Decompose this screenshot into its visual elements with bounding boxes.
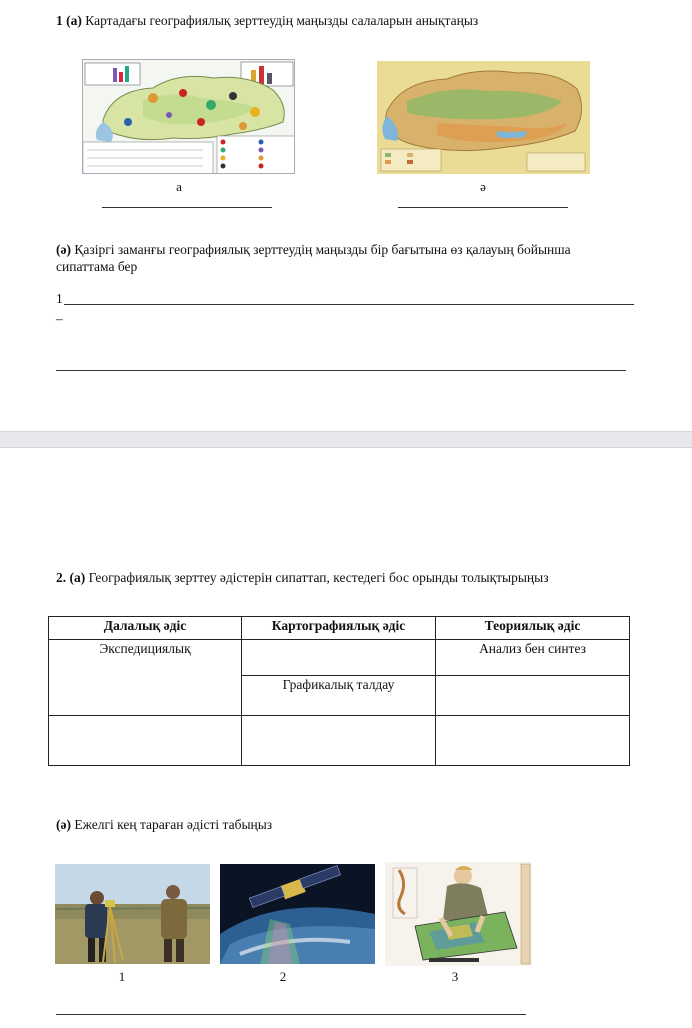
- photo-1: [55, 864, 210, 964]
- photo-2: [220, 864, 375, 964]
- answer-line-q2b[interactable]: [56, 1014, 526, 1015]
- cartographer-illustration: [385, 862, 532, 966]
- q2-heading: [56, 569, 549, 586]
- cell-empty-r1c2[interactable]: [242, 640, 436, 676]
- cell-analysis-synthesis: Анализ бен синтез: [436, 640, 630, 676]
- q2a-label: (а): [69, 570, 86, 585]
- q2b-text: Ежелгі кең тараған әдісті табыңыз: [74, 817, 273, 832]
- cell-empty-r3c3[interactable]: [436, 716, 630, 766]
- header-cartographic-method: Картографиялық әдіс: [242, 617, 436, 640]
- q1b-label: (ә): [56, 242, 71, 257]
- answer-line-2[interactable]: [56, 370, 626, 371]
- cell-empty-r3c2[interactable]: [242, 716, 436, 766]
- answer-line-map-b[interactable]: [398, 207, 568, 208]
- q1b-heading: [56, 241, 571, 258]
- map-illustration: [377, 61, 590, 174]
- cell-empty-r2c3[interactable]: [436, 676, 630, 716]
- map-a-image: [82, 59, 295, 174]
- photo-1-caption: 1: [118, 969, 126, 984]
- header-field-method: Далалық әдіс: [49, 617, 242, 640]
- q1b-text-line2: сипаттама бер: [56, 259, 138, 274]
- q2a-text: Географиялық зерттеу әдістерін сипаттап, кестедегі бос орынды толықтырыңыз: [88, 570, 549, 585]
- q2b-heading: [56, 816, 272, 833]
- photo-3-caption: 3: [451, 969, 459, 984]
- map-a-caption: а: [176, 179, 182, 194]
- header-theoretical-method: Теориялық әдіс: [436, 617, 630, 640]
- answer-dash: –: [56, 311, 63, 326]
- q1a-label: (а): [66, 13, 82, 28]
- methods-table: [48, 616, 630, 766]
- q1b-text-line1: Қазіргі заманғы географиялық зерттеудің маңызды бір бағытына өз қалауың бойынша: [74, 242, 571, 257]
- q2-number: 2.: [56, 570, 67, 585]
- satellite-illustration: [220, 864, 375, 964]
- q1-number: 1: [56, 13, 63, 28]
- map-b-caption: ә: [480, 179, 486, 194]
- cell-empty-r3c1[interactable]: [49, 716, 242, 766]
- table-row: [49, 716, 630, 766]
- q2b-label: (ә): [56, 817, 71, 832]
- answer-line-map-a[interactable]: [102, 207, 272, 208]
- table-header-row: [49, 617, 630, 640]
- cell-expedition: Экспедициялық: [49, 640, 242, 716]
- theodolite-photo: [55, 864, 210, 964]
- page-break-band: [0, 431, 692, 448]
- q1-heading: [56, 12, 478, 29]
- photo-3: [385, 862, 532, 966]
- map-illustration: [83, 60, 295, 174]
- cell-graphical-analysis: Графикалық талдау: [242, 676, 436, 716]
- map-b-image: [377, 61, 590, 174]
- photo-2-caption: 2: [279, 969, 287, 984]
- answer-line-1[interactable]: [64, 304, 634, 305]
- table-row: [49, 640, 630, 676]
- q1a-text: Картадағы географиялық зерттеудің маңызды салаларын анықтаңыз: [85, 13, 479, 28]
- answer-prefix: 1: [56, 291, 63, 306]
